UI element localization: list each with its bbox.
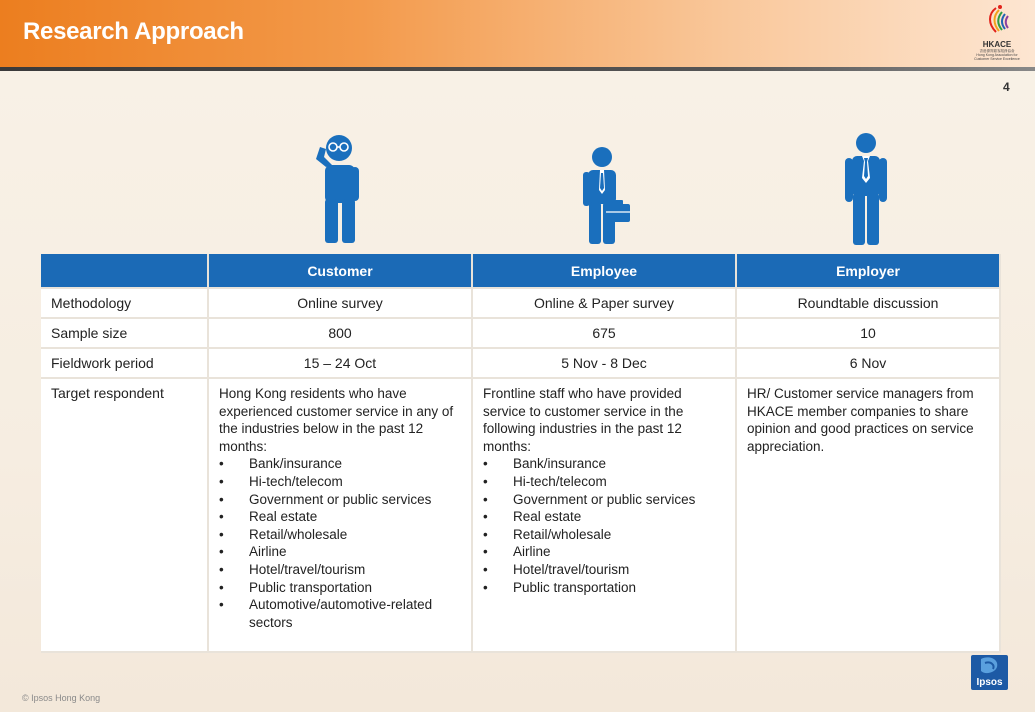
list-item: • Hotel/travel/tourism [219, 561, 461, 579]
list-item: • Airline [483, 543, 725, 561]
list-item: • Public transportation [483, 579, 725, 597]
page-number: 4 [1003, 80, 1010, 94]
list-item: • Airline [219, 543, 461, 561]
header-divider [0, 67, 1035, 71]
ipsos-logo-text: Ipsos [976, 677, 1003, 688]
table-cell: 15 – 24 Oct [209, 349, 473, 379]
customer-target-cell [209, 379, 473, 653]
list-item: • Hotel/travel/tourism [483, 561, 725, 579]
employer-target-cell: HR/ Customer service managers from HKACE member companies to share opinion and good practices on service appreciation. [737, 379, 1001, 653]
list-item: • Retail/wholesale [219, 526, 461, 544]
table-header-cell: Employee [473, 254, 737, 289]
research-approach-table [41, 254, 1001, 653]
hkace-emblem-icon [966, 2, 1028, 42]
table-header-row [41, 254, 1001, 289]
list-item: • Bank/insurance [219, 455, 461, 473]
list-item: • Hi-tech/telecom [483, 473, 725, 491]
table-cell: Online survey [209, 289, 473, 319]
table-row [41, 319, 1001, 349]
table-header-cell: Employer [737, 254, 1001, 289]
list-item: • Real estate [483, 508, 725, 526]
customer-thinking-icon [310, 133, 368, 245]
row-label: Fieldwork period [41, 349, 209, 379]
row-label: Target respondent [41, 379, 209, 653]
list-item: • Government or public services [219, 491, 461, 509]
table-cell: 10 [737, 319, 1001, 349]
customer-target-intro: Hong Kong residents who have experienced customer service in any of the industries below in the past 12 months: [219, 386, 454, 454]
list-item: • Real estate [219, 508, 461, 526]
table-cell: 5 Nov - 8 Dec [473, 349, 737, 379]
employee-industry-list [483, 455, 725, 596]
row-label: Methodology [41, 289, 209, 319]
customer-industry-list [219, 455, 461, 631]
table-cell: Online & Paper survey [473, 289, 737, 319]
employee-target-intro: Frontline staff who have provided service to customer service in the following industries in the past 12 months: [483, 386, 684, 454]
table-row-target [41, 379, 1001, 653]
logo-subtitle-line: Hong Kong Association for [976, 53, 1018, 57]
logo-subtitle-line: 香港優質顧客服務協會 [979, 49, 1015, 53]
employee-target-cell [473, 379, 737, 653]
table-cell: 800 [209, 319, 473, 349]
ipsos-emblem-icon [971, 655, 1008, 679]
copyright-footer: © Ipsos Hong Kong [22, 693, 101, 703]
table-header-cell: Customer [209, 254, 473, 289]
table-header-cell [41, 254, 209, 289]
row-label: Sample size [41, 319, 209, 349]
list-item: • Public transportation [219, 579, 461, 597]
employer-tie-icon [843, 133, 889, 245]
list-item: • Retail/wholesale [483, 526, 725, 544]
table-row [41, 349, 1001, 379]
slide-header [0, 0, 1035, 69]
table-cell: 6 Nov [737, 349, 1001, 379]
logo-subtitle [966, 49, 1028, 61]
hkace-logo [966, 2, 1028, 64]
table-cell: Roundtable discussion [737, 289, 1001, 319]
list-item: • Government or public services [483, 491, 725, 509]
table-row [41, 289, 1001, 319]
logo-subtitle-line: Customer Service Excellence [974, 57, 1020, 61]
employee-briefcase-icon [580, 146, 632, 244]
logo-name: HKACE [982, 40, 1012, 49]
table-cell: 675 [473, 319, 737, 349]
slide-title: Research Approach [23, 18, 244, 45]
ipsos-logo [971, 655, 1008, 690]
list-item: • Hi-tech/telecom [219, 473, 461, 491]
list-item: • Automotive/automotive-related sectors [219, 596, 461, 631]
list-item: • Bank/insurance [483, 455, 725, 473]
